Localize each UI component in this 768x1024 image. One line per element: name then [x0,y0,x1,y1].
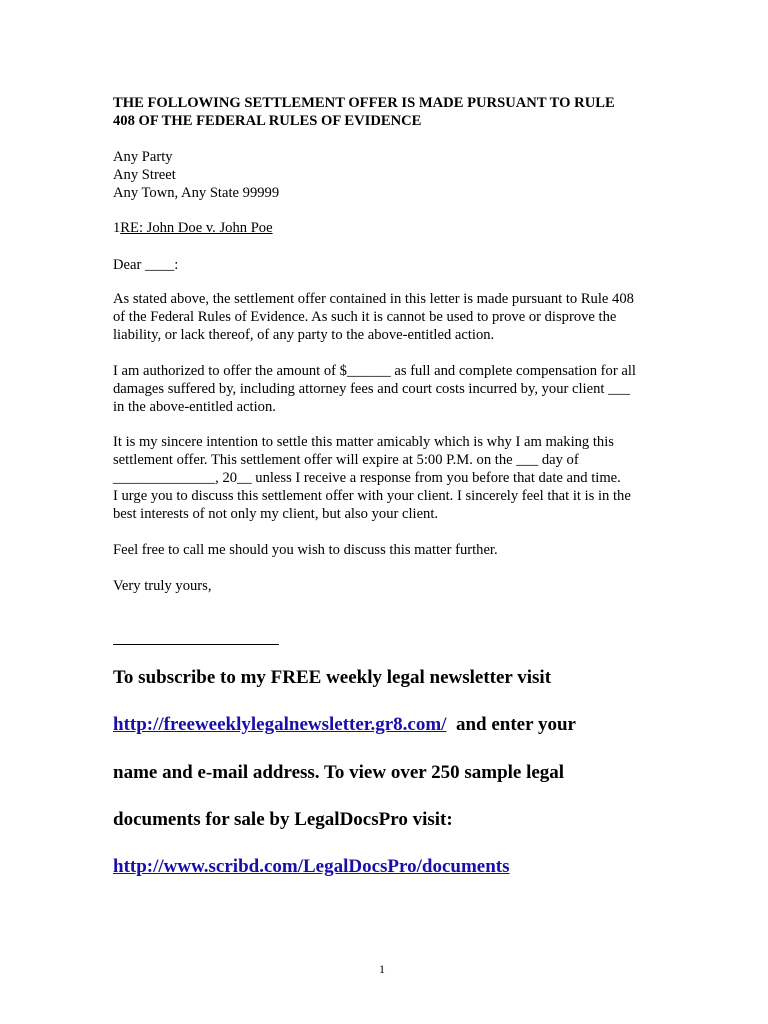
scribd-documents-link[interactable]: http://www.scribd.com/LegalDocsPro/documents [113,856,510,877]
re-prefix: 1 [113,220,121,236]
promo-line-2 [113,714,576,736]
paragraph-line: liability, or lack thereof, of any party to the above-entitled action. [113,327,495,343]
paragraph-line: in the above-entitled action. [113,399,276,415]
address-line: Any Party [113,149,173,165]
closing-text: Very truly yours, [113,578,212,594]
paragraph-call [113,541,498,559]
paragraph-line: of the Federal Rules of Evidence. As such it is cannot be used to prove or disprove the [113,309,617,325]
salutation: Dear ____: [113,257,179,273]
address-line: Any Town, Any State 99999 [113,185,280,201]
document-heading [113,94,673,130]
paragraph-line: best interests of not only my client, but also your client. [113,506,439,522]
signature-line [113,644,279,645]
paragraph-line: Feel free to call me should you wish to discuss this matter further. [113,542,498,558]
address-line: Any Street [113,167,176,183]
paragraph-line: ______________, 20__ unless I receive a response from you before that date and time. [113,470,621,486]
paragraph-offer-amount [113,362,636,416]
paragraph-line: damages suffered by, including attorney fees and court costs incurred by, your client ___ [113,381,630,397]
re-line [113,219,273,237]
heading-line-2: 408 OF THE FEDERAL RULES OF EVIDENCE [113,113,422,129]
closing [113,577,212,595]
paragraph-expiration [113,433,631,523]
paragraph-line: settlement offer. This settlement offer will expire at 5:00 P.M. on the ___ day of [113,452,579,468]
page-number: 1 [379,962,385,976]
promo-line-2-suffix: and enter your [455,714,576,735]
recipient-address [113,148,279,202]
paragraph-rule-408 [113,290,634,344]
re-text: RE: John Doe v. John Poe [120,220,273,236]
promo-line-1: To subscribe to my FREE weekly legal newsletter visit [113,667,552,688]
paragraph-line: I urge you to discuss this settlement offer with your client. I sincerely feel that it is in the [113,488,631,504]
newsletter-link[interactable]: http://freeweeklylegalnewsletter.gr8.com/ [113,714,447,735]
paragraph-line: It is my sincere intention to settle this matter amicably which is why I am making this [113,434,614,450]
heading-line-1: THE FOLLOWING SETTLEMENT OFFER IS MADE PURSUANT TO RULE [113,95,615,111]
promo-line-3: name and e-mail address. To view over 250 sample legal [113,762,565,783]
promo-line-5 [113,856,510,878]
paragraph-line: I am authorized to offer the amount of $______ as full and complete compensation for all [113,363,636,379]
paragraph-line: As stated above, the settlement offer contained in this letter is made pursuant to Rule 408 [113,291,634,307]
promo-line-4: documents for sale by LegalDocsPro visit: [113,809,453,830]
